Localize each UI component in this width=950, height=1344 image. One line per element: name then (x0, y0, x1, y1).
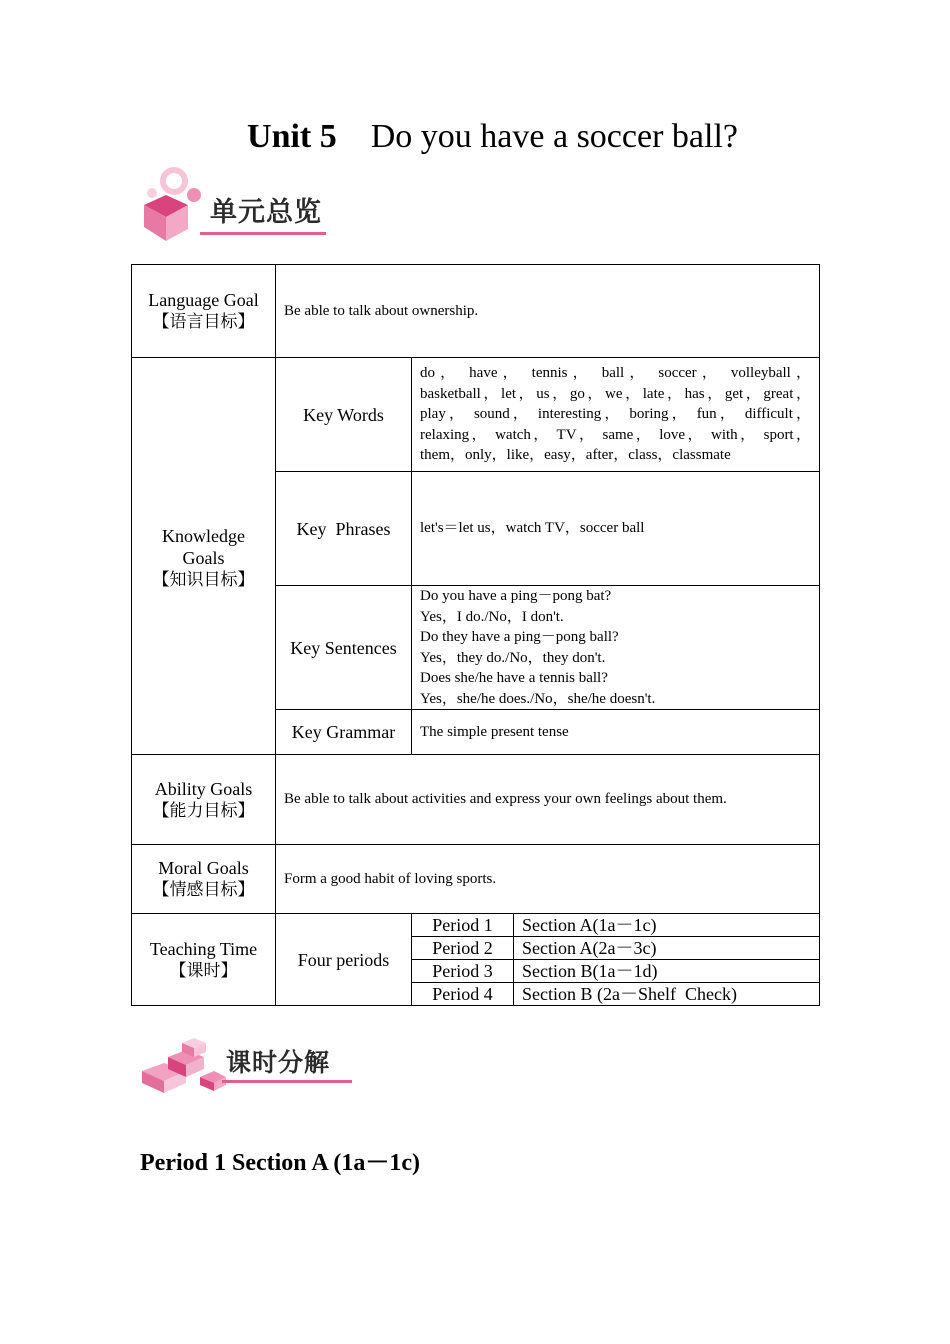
period-4-label: Period 4 (412, 983, 514, 1006)
row-key-words (132, 358, 820, 472)
period-3-section: Section B(1a－1d) (514, 960, 820, 983)
language-goal-label: Language Goal 【语言目标】 (132, 265, 276, 358)
period-1-section: Section A(1a－1c) (514, 914, 820, 937)
period-2-section: Section A(2a－3c) (514, 937, 820, 960)
key-phrases-content: let's＝let us，watch TV，soccer ball (412, 472, 820, 586)
key-grammar-label: Key Grammar (276, 710, 412, 755)
row-ability-goals (132, 755, 820, 845)
key-sentences-label: Key Sentences (276, 586, 412, 710)
period-1-label: Period 1 (412, 914, 514, 937)
unit-overview-table (131, 264, 820, 1006)
period-heading: Period 1 Section A (1a－1c) (140, 1150, 420, 1176)
breakdown-banner-underline (222, 1080, 352, 1083)
row-language-goal (132, 265, 820, 358)
breakdown-banner (138, 1034, 358, 1096)
key-words-label: Key Words (276, 358, 412, 472)
overview-banner (138, 164, 338, 246)
key-sentences-content: Do you have a ping－pong bat? Yes，I do./No，I don't. Do they have a ping－pong ball? Yes，they do./No，they don't. Does she/he have a tennis ball? Yes，she/he does./No，she/he doesn't. (412, 586, 820, 710)
unit-number: Unit 5 (247, 118, 337, 155)
teaching-time-total: Four periods (276, 914, 412, 1006)
key-grammar-content: The simple present tense (412, 710, 820, 755)
period-3-label: Period 3 (412, 960, 514, 983)
overview-banner-underline (200, 232, 326, 235)
row-teaching-time-1 (132, 914, 820, 937)
moral-goals-content: Form a good habit of loving sports. (276, 845, 820, 914)
unit-title: Do you have a soccer ball? (370, 118, 738, 155)
language-goal-content: Be able to talk about ownership. (276, 265, 820, 358)
breakdown-banner-text: 课时分解 (226, 1048, 331, 1077)
teaching-time-label: Teaching Time 【课时】 (132, 914, 276, 1006)
breakdown-blocks-icon (138, 1035, 228, 1095)
row-moral-goals (132, 845, 820, 914)
overview-banner-text: 单元总览 (210, 196, 322, 228)
period-4-section: Section B (2a－Shelf Check) (514, 983, 820, 1006)
ability-goals-label: Ability Goals 【能力目标】 (132, 755, 276, 845)
ability-goals-content: Be able to talk about activities and express your own feelings about them. (276, 755, 820, 845)
key-phrases-label: Key Phrases (276, 472, 412, 586)
period-2-label: Period 2 (412, 937, 514, 960)
moral-goals-label: Moral Goals 【情感目标】 (132, 845, 276, 914)
key-words-content: do， have， tennis， ball， soccer， volleyball， basketball，let，us，go，we，late，has，get，great， play， sound， interesting， boring， fun， difficult， relaxing， watch， TV， same， love， with， sport， them，only，like，easy，after，class，classmate (412, 358, 820, 472)
page-title (0, 118, 950, 156)
knowledge-goals-label: Knowledge Goals 【知识目标】 (132, 358, 276, 755)
